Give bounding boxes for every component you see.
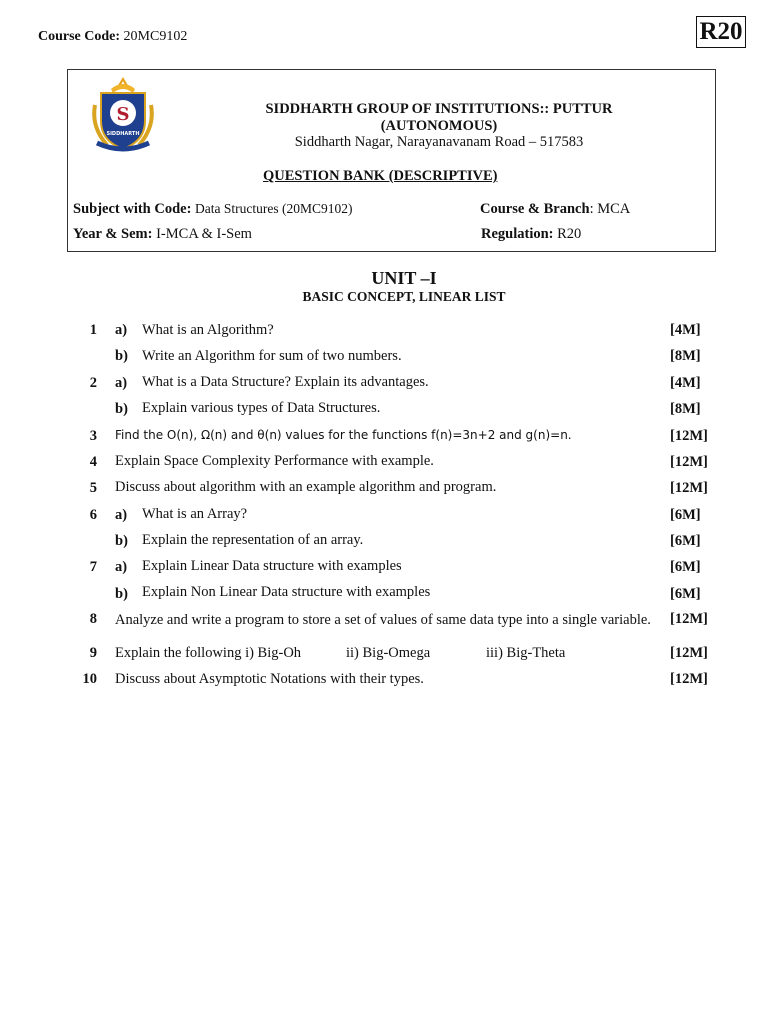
- unit-title: UNIT –I: [371, 268, 437, 288]
- question-text: What is an Array?: [142, 506, 248, 522]
- question-text: Explain Non Linear Data structure with examples: [142, 584, 431, 600]
- question-part: a): [115, 322, 128, 338]
- question-text: Write an Algorithm for sum of two numbers.: [142, 348, 402, 364]
- question-text: Explain various types of Data Structures.: [142, 400, 381, 416]
- question-text: Discuss about algorithm with an example algorithm and program.: [115, 479, 497, 495]
- question-marks: [12M]: [670, 611, 708, 627]
- question-text: Analyze and write a program to store a set of values of same data type into a single variable.: [115, 612, 651, 628]
- question-marks: [4M]: [670, 375, 701, 391]
- question-text: Explain the following i) Big-Oh: [115, 645, 302, 661]
- question-part: a): [115, 507, 128, 523]
- question-marks: [6M]: [670, 559, 701, 575]
- question-number: 5: [89, 480, 97, 496]
- question-text: Explain Linear Data structure with examples: [142, 558, 402, 574]
- question-part: b): [115, 533, 128, 549]
- question-number: 7: [89, 559, 97, 575]
- question-number: 3: [89, 428, 97, 444]
- course-label: Course & Branch: [480, 201, 590, 217]
- institution-status: (AUTONOMOUS): [380, 118, 498, 134]
- question-text: Explain Space Complexity Performance with example.: [115, 453, 434, 469]
- question-marks: [12M]: [670, 454, 708, 470]
- subject-label: Subject with Code:: [73, 201, 192, 217]
- logo-text: SIDDHARTH: [106, 131, 140, 137]
- question-marks: [6M]: [670, 586, 701, 602]
- question-number: 8: [89, 611, 97, 627]
- question-marks: [6M]: [670, 533, 701, 549]
- question-number: 1: [89, 322, 97, 338]
- unit-subtitle: BASIC CONCEPT, LINEAR LIST: [302, 289, 506, 304]
- question-text: Find the O(n), Ω(n) and θ(n) values for the functions f(n)=3n+2 and g(n)=n.: [115, 428, 572, 442]
- question-number: 6: [89, 507, 97, 523]
- document-title: QUESTION BANK (DESCRIPTIVE): [263, 168, 498, 184]
- question-text-part-3: iii) Big-Theta: [486, 645, 566, 661]
- question-marks: [4M]: [670, 322, 701, 338]
- course-code-label: Course Code:: [38, 29, 121, 44]
- regulation-field: [481, 226, 581, 243]
- question-marks: [12M]: [670, 428, 708, 444]
- header-box: [67, 69, 716, 252]
- question-number: 4: [89, 454, 97, 470]
- year-label: Year & Sem:: [73, 226, 153, 242]
- course-field: [480, 201, 630, 218]
- regulation-value: R20: [557, 226, 582, 242]
- question-marks: [12M]: [670, 645, 708, 661]
- question-part: a): [115, 375, 128, 391]
- question-marks: [8M]: [670, 401, 701, 417]
- subject-value: Data Structures (20MC9102): [195, 201, 353, 216]
- subject-field: [73, 201, 353, 218]
- question-text: Discuss about Asymptotic Notations with their types.: [115, 671, 424, 687]
- year-value: I-MCA & I-Sem: [156, 226, 252, 242]
- course-code-value: 20MC9102: [123, 29, 188, 44]
- question-text: Explain the representation of an array.: [142, 532, 364, 548]
- question-number: 9: [89, 645, 97, 661]
- question-marks: [12M]: [670, 480, 708, 496]
- question-number: 10: [82, 671, 97, 687]
- question-part: b): [115, 586, 128, 602]
- regulation-badge: R20: [696, 16, 746, 48]
- question-marks: [6M]: [670, 507, 701, 523]
- question-text-part-2: ii) Big-Omega: [346, 645, 431, 661]
- svg-text:S: S: [116, 104, 130, 125]
- question-marks: [12M]: [670, 671, 708, 687]
- year-field: [73, 226, 252, 243]
- question-text: What is an Algorithm?: [142, 322, 274, 338]
- question-text: What is a Data Structure? Explain its advantages.: [142, 374, 429, 390]
- institution-name: SIDDHARTH GROUP OF INSTITUTIONS:: PUTTUR: [265, 101, 613, 117]
- question-part: a): [115, 559, 128, 575]
- course-code: [38, 29, 187, 45]
- question-part: b): [115, 348, 128, 364]
- regulation-label: Regulation:: [481, 226, 554, 242]
- course-value: : MCA: [589, 201, 631, 217]
- question-number: 2: [89, 375, 97, 391]
- institution-address: Siddharth Nagar, Narayanavanam Road – 517583: [294, 134, 584, 150]
- question-marks: [8M]: [670, 348, 701, 364]
- question-part: b): [115, 401, 128, 417]
